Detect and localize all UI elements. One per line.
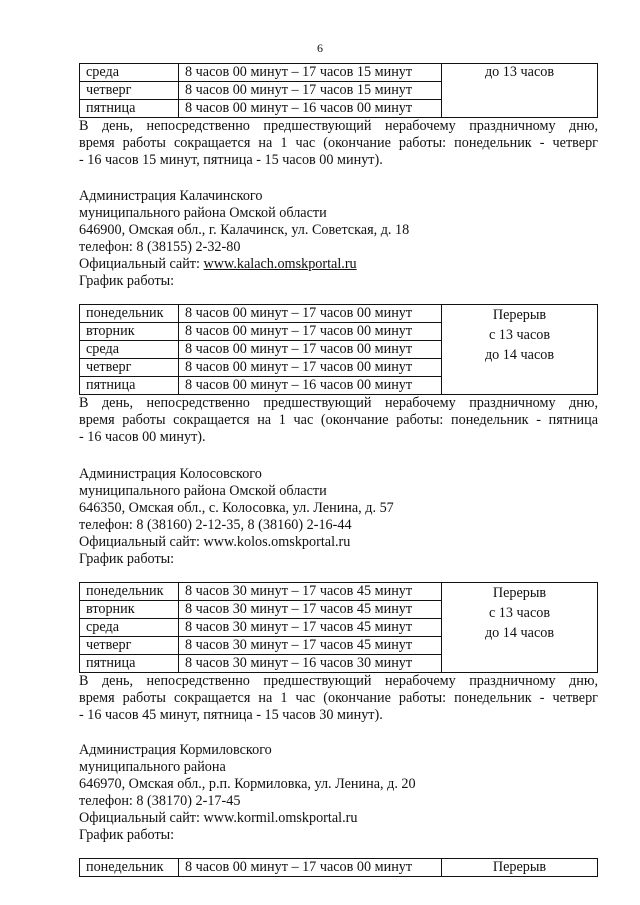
day-cell: пятница <box>80 100 179 118</box>
schedule-table <box>79 582 598 673</box>
table-row <box>80 583 598 601</box>
table-row <box>80 859 598 877</box>
note-line: - 16 часов 45 минут, пятница - 15 часов 30 минут). <box>79 707 383 723</box>
short-day-note <box>79 118 598 169</box>
day-cell: среда <box>80 341 179 359</box>
short-day-note <box>79 395 598 446</box>
day-cell: понедельник <box>80 859 179 877</box>
hours-cell: 8 часов 00 минут – 17 часов 15 минут <box>179 82 442 100</box>
org-name-line2: муниципального района Омской области <box>79 483 327 499</box>
break-line: до 14 часов <box>484 625 555 641</box>
note-line: - 16 часов 15 минут, пятница - 15 часов 00 минут). <box>79 152 383 168</box>
org-site <box>79 534 598 551</box>
note-line: время работы сокращается на 1 час (окончание работы: понедельник - четверг <box>79 690 598 706</box>
day-cell: пятница <box>80 377 179 395</box>
day-cell: среда <box>80 64 179 82</box>
day-cell: вторник <box>80 601 179 619</box>
hours-cell: 8 часов 30 минут – 17 часов 45 минут <box>179 619 442 637</box>
break-cell <box>442 64 598 118</box>
section-kolosovsky <box>79 466 598 724</box>
hours-cell: 8 часов 00 минут – 17 часов 15 минут <box>179 64 442 82</box>
org-name-line2: муниципального района Омской области <box>79 205 327 221</box>
org-phone: телефон: 8 (38155) 2-32-80 <box>79 239 241 255</box>
hours-cell: 8 часов 00 минут – 17 часов 00 минут <box>179 323 442 341</box>
page-number: 6 <box>317 41 323 55</box>
break-line: до 13 часов <box>484 64 555 80</box>
org-address: 646900, Омская обл., г. Калачинск, ул. Советская, д. 18 <box>79 222 410 238</box>
hours-cell: 8 часов 00 минут – 17 часов 00 минут <box>179 359 442 377</box>
break-line: Перерыв <box>492 585 547 601</box>
short-day-note <box>79 673 598 724</box>
hours-cell: 8 часов 00 минут – 16 часов 00 минут <box>179 377 442 395</box>
hours-cell: 8 часов 30 минут – 16 часов 30 минут <box>179 655 442 673</box>
site-link[interactable]: www.kalach.omskportal.ru <box>203 256 357 272</box>
org-info <box>79 188 598 290</box>
hours-cell: 8 часов 30 минут – 17 часов 45 минут <box>179 601 442 619</box>
day-cell: четверг <box>80 359 179 377</box>
hours-cell: 8 часов 00 минут – 17 часов 00 минут <box>179 341 442 359</box>
day-cell: понедельник <box>80 305 179 323</box>
org-name: Администрация Кормиловского <box>79 742 272 758</box>
hours-cell: 8 часов 30 минут – 17 часов 45 минут <box>179 637 442 655</box>
day-cell: понедельник <box>80 583 179 601</box>
break-line: до 14 часов <box>484 347 555 363</box>
break-line: Перерыв <box>492 859 547 875</box>
schedule-label: График работы: <box>79 827 175 843</box>
org-name-line2: муниципального района <box>79 759 226 775</box>
site-link[interactable]: www.kormil.omskportal.ru <box>203 810 358 826</box>
break-cell <box>442 859 598 877</box>
day-cell: пятница <box>80 655 179 673</box>
break-line: с 13 часов <box>488 605 551 621</box>
note-line: В день, непосредственно предшествующий нерабочему праздничному дню, <box>79 395 598 411</box>
schedule-label: График работы: <box>79 273 175 289</box>
site-label: Официальный сайт: <box>79 810 204 826</box>
break-cell <box>442 305 598 395</box>
hours-cell: 8 часов 00 минут – 17 часов 00 минут <box>179 859 442 877</box>
site-label: Официальный сайт: <box>79 256 204 272</box>
schedule-table <box>79 63 598 118</box>
schedule-table <box>79 858 598 877</box>
day-cell: среда <box>80 619 179 637</box>
org-info <box>79 742 598 844</box>
org-address: 646970, Омская обл., р.п. Кормиловка, ул. Ленина, д. 20 <box>79 776 416 792</box>
note-line: В день, непосредственно предшествующий нерабочему праздничному дню, <box>79 118 598 134</box>
section-kalachinsky <box>79 188 598 446</box>
break-line: Перерыв <box>492 307 547 323</box>
schedule-table <box>79 304 598 395</box>
note-line: время работы сокращается на 1 час (окончание работы: понедельник - четверг <box>79 135 598 151</box>
org-site <box>79 810 598 827</box>
org-phone: телефон: 8 (38160) 2-12-35, 8 (38160) 2-16-44 <box>79 517 352 533</box>
day-cell: четверг <box>80 82 179 100</box>
org-phone: телефон: 8 (38170) 2-17-45 <box>79 793 241 809</box>
org-name: Администрация Колосовского <box>79 466 262 482</box>
break-cell <box>442 583 598 673</box>
day-cell: вторник <box>80 323 179 341</box>
org-name: Администрация Калачинского <box>79 188 263 204</box>
note-line: - 16 часов 00 минут). <box>79 429 206 445</box>
note-line: В день, непосредственно предшествующий нерабочему праздничному дню, <box>79 673 598 689</box>
break-line: с 13 часов <box>488 327 551 343</box>
table-row <box>80 305 598 323</box>
day-cell: четверг <box>80 637 179 655</box>
site-label: Официальный сайт: <box>79 534 204 550</box>
top-schedule <box>79 63 598 169</box>
note-line: время работы сокращается на 1 час (окончание работы: понедельник - пятница <box>79 412 598 428</box>
schedule-label: График работы: <box>79 551 175 567</box>
hours-cell: 8 часов 00 минут – 16 часов 00 минут <box>179 100 442 118</box>
site-link[interactable]: www.kolos.omskportal.ru <box>203 534 351 550</box>
section-kormilovsky <box>79 742 598 877</box>
org-site <box>79 256 598 273</box>
hours-cell: 8 часов 00 минут – 17 часов 00 минут <box>179 305 442 323</box>
org-address: 646350, Омская обл., с. Колосовка, ул. Ленина, д. 57 <box>79 500 394 516</box>
table-row <box>80 64 598 82</box>
org-info <box>79 466 598 568</box>
hours-cell: 8 часов 30 минут – 17 часов 45 минут <box>179 583 442 601</box>
